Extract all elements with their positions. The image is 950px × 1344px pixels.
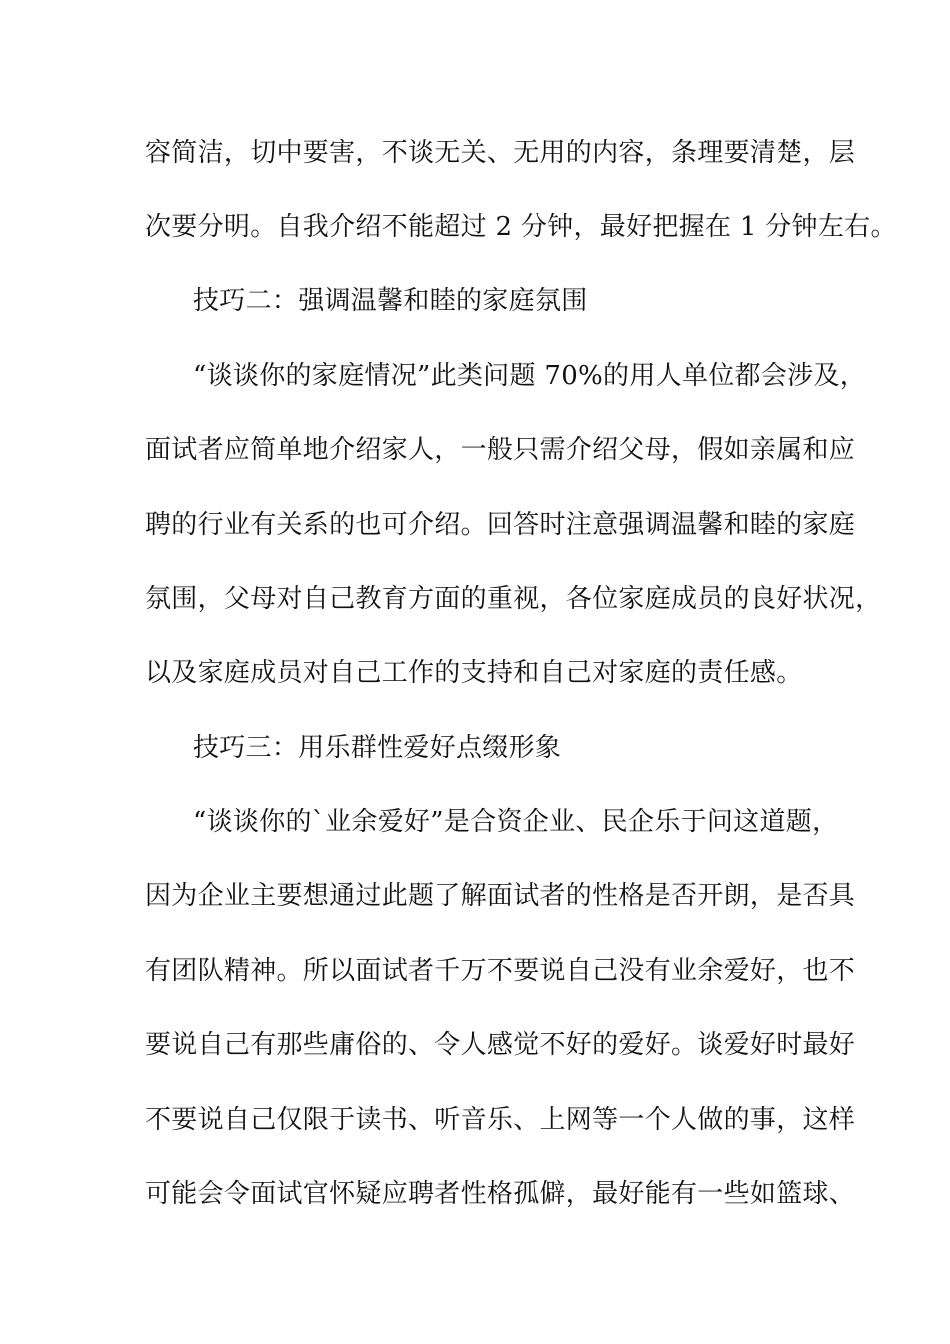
text-line: 面试者应简单地介绍家人，一般只需介绍父母，假如亲属和应: [145, 435, 856, 465]
text-line: 不要说自己仅限于读书、听音乐、上网等一个人做的事，这样: [145, 1105, 856, 1135]
text-line: “谈谈你的家庭情况”此类问题 70%的用人单位都会涉及，: [193, 361, 867, 391]
section-heading: 技巧二：强调温馨和睦的家庭氛围: [193, 286, 588, 316]
text-line: 以及家庭成员对自己工作的支持和自己对家庭的责任感。: [145, 658, 803, 688]
text-line: 次要分明。自我介绍不能超过 2 分钟，最好把握在 1 分钟左右。: [145, 212, 897, 242]
text-line: 有团队精神。所以面试者千万不要说自己没有业余爱好，也不: [145, 956, 856, 986]
text-line: “谈谈你的`业余爱好”是合资企业、民企乐于问这道题，: [193, 807, 839, 837]
text-line: 因为企业主要想通过此题了解面试者的性格是否开朗，是否具: [145, 881, 856, 911]
section-heading: 技巧三：用乐群性爱好点缀形象: [193, 733, 562, 763]
text-line: 聘的行业有关系的也可介绍。回答时注意强调温馨和睦的家庭: [145, 510, 856, 540]
text-line: 要说自己有那些庸俗的、令人感觉不好的爱好。谈爱好时最好: [145, 1030, 856, 1060]
text-line: 可能会令面试官怀疑应聘者性格孤僻，最好能有一些如篮球、: [145, 1179, 856, 1209]
text-line: 容简洁，切中要害，不谈无关、无用的内容，条理要清楚，层: [145, 138, 856, 168]
text-line: 氛围，父母对自己教育方面的重视，各位家庭成员的良好状况，: [145, 584, 882, 614]
